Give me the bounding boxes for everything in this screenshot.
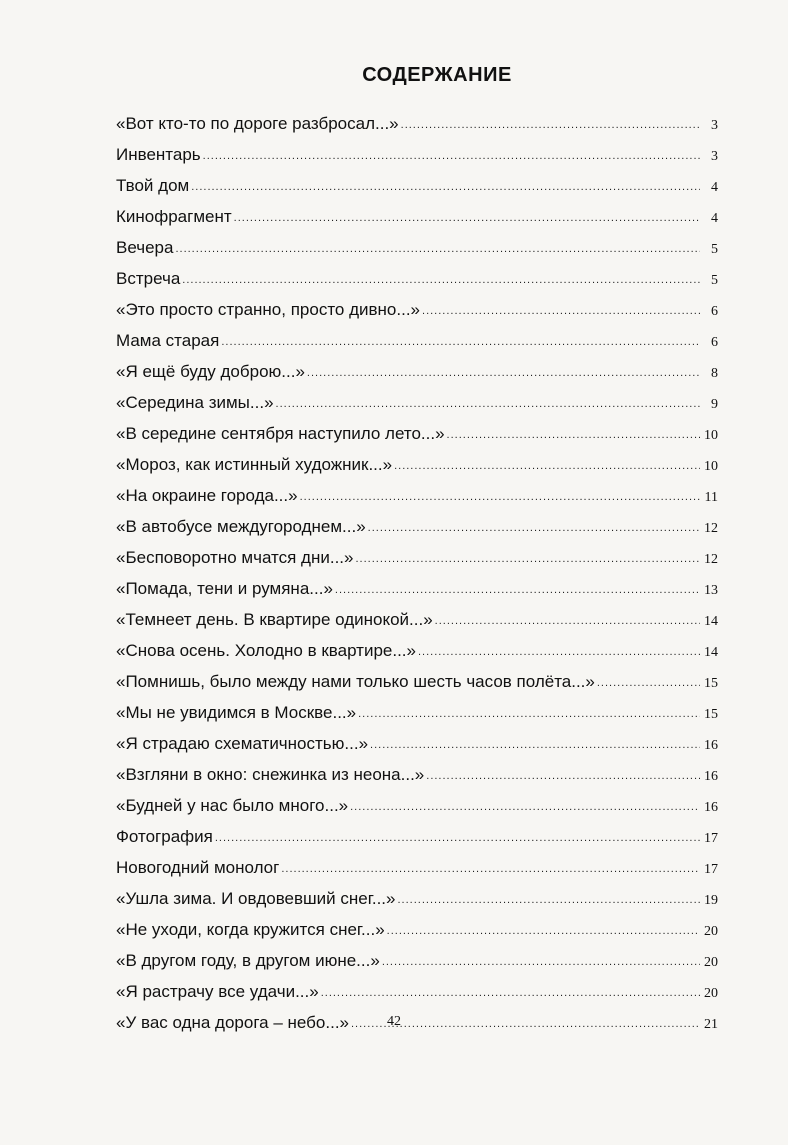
toc-entry-title: «На окраине города...» [116,486,298,505]
toc-entry-title: «Это просто странно, просто дивно...» [116,300,421,319]
toc-entry-page: 6 [711,335,718,350]
toc-entry-page: 10 [704,428,718,443]
toc-entry-title: «Снова осень. Холодно в квартире...» [116,641,416,660]
toc-entry-title: Новогодний монолог [116,858,280,877]
toc-entry [116,940,718,971]
dot-leader [370,737,700,754]
toc-entry-title: «Мы не увидимся в Москве...» [116,703,357,722]
dot-leader [368,520,700,537]
toc-entry [116,351,718,382]
toc-entry [116,103,718,134]
dot-leader [276,396,700,413]
dot-leader [234,210,700,227]
toc-entry-page: 11 [704,490,718,505]
toc-entry-title: «В другом году, в другом июне...» [116,951,380,970]
toc-entry [116,971,718,1002]
toc-entry-page: 15 [704,707,718,722]
dot-leader [358,706,700,723]
toc-entry-title: «Темнеет день. В квартире одинокой...» [116,610,433,629]
toc-entry-page: 12 [704,521,718,536]
toc-entry-page: 8 [711,366,718,381]
page-number: 42 [387,1014,401,1029]
toc-entry [116,382,718,413]
toc-entry-title: «Бесповоротно мчатся дни...» [116,548,354,567]
toc-entry [116,878,718,909]
toc-entry-page: 21 [704,1017,718,1032]
toc-entry [116,444,718,475]
dot-leader [215,830,700,847]
toc-entry-title: «Я растрачу все удачи...» [116,982,319,1001]
toc-entry [116,165,718,196]
dot-leader [182,272,700,289]
toc-entry [116,134,718,165]
toc-entry-page: 15 [704,676,718,691]
toc-entry [116,754,718,785]
toc-entry-page: 13 [704,583,718,598]
toc-entry-page: 20 [704,986,718,1001]
toc-entry-page: 5 [711,242,718,257]
toc-entry-page: 3 [711,149,718,164]
toc-entry-title: «Я страдаю схематичностью...» [116,734,369,753]
dot-leader [221,334,700,351]
dot-leader [426,768,700,785]
toc-entry-page: 14 [704,645,718,660]
toc-entry-page: 4 [711,211,718,226]
toc-entry-page: 16 [704,769,718,784]
toc-entry-title: Фотография [116,827,213,846]
toc-list [116,103,718,1033]
dot-leader [175,241,700,258]
toc-entry-title: «Помада, тени и румяна...» [116,579,333,598]
dot-leader [401,117,700,134]
toc-entry-title: «В середине сентября наступило лето...» [116,424,445,443]
toc-entry-page: 17 [704,831,718,846]
toc-entry-page: 14 [704,614,718,629]
toc-entry-page: 4 [711,180,718,195]
toc-entry [116,320,718,351]
toc-entry-title: Кинофрагмент [116,207,232,226]
toc-entry [116,475,718,506]
toc-entry-title: «Мороз, как истинный художник...» [116,455,393,474]
dot-leader [435,613,700,630]
page-title: СОДЕРЖАНИЕ [362,64,512,86]
dot-leader [300,489,700,506]
toc-entry [116,413,718,444]
toc-entry-title: «В автобусе междугороднем...» [116,517,366,536]
toc-entry-title: Вечера [116,238,174,257]
toc-entry [116,692,718,723]
toc-entry [116,816,718,847]
dot-leader [335,582,700,599]
toc-entry-page: 5 [711,273,718,288]
dot-leader [398,892,701,909]
toc-entry [116,258,718,289]
toc-entry [116,909,718,940]
toc-entry [116,599,718,630]
toc-entry [116,847,718,878]
toc-entry-page: 20 [704,955,718,970]
toc-entry [116,661,718,692]
dot-leader [307,365,700,382]
toc-entry-title: «У вас одна дорога – небо...» [116,1013,349,1032]
dot-leader [350,799,700,816]
toc-entry-title: «Не уходи, когда кружится снег...» [116,920,385,939]
toc-entry-title: «Ушла зима. И овдовевший снег...» [116,889,396,908]
dot-leader [281,861,700,878]
dot-leader [422,303,700,320]
toc-entry [116,289,718,320]
toc-entry-page: 3 [711,118,718,133]
toc-entry-title: «Взгляни в окно: снежинка из неона...» [116,765,425,784]
toc-entry-title: Мама старая [116,331,220,350]
toc-entry-page: 16 [704,738,718,753]
toc-entry-page: 20 [704,924,718,939]
dot-leader [191,179,700,196]
toc-entry-title: Твой дом [116,176,190,195]
toc-entry-page: 9 [711,397,718,412]
toc-entry-page: 12 [704,552,718,567]
dot-leader [447,427,700,444]
toc-entry-title: «Я ещё буду доброю...» [116,362,305,381]
dot-leader [382,954,700,971]
toc-page [116,64,718,1033]
toc-entry [116,723,718,754]
dot-leader [597,675,700,692]
toc-entry-page: 16 [704,800,718,815]
toc-entry [116,568,718,599]
toc-entry [116,785,718,816]
toc-entry-title: «Вот кто-то по дороге разбросал...» [116,114,399,133]
dot-leader [203,148,700,165]
dot-leader [394,458,700,475]
toc-entry-page: 17 [704,862,718,877]
toc-entry [116,537,718,568]
toc-entry [116,630,718,661]
toc-entry-page: 19 [704,893,718,908]
toc-entry-title: Инвентарь [116,145,201,164]
toc-entry-title: «Будней у нас было много...» [116,796,349,815]
toc-entry-title: «Середина зимы...» [116,393,274,412]
toc-entry-page: 10 [704,459,718,474]
toc-entry-page: 6 [711,304,718,319]
toc-entry-title: Встреча [116,269,181,288]
toc-entry [116,196,718,227]
dot-leader [418,644,700,661]
toc-entry [116,227,718,258]
toc-entry-title: «Помнишь, было между нами только шесть часов полёта...» [116,672,595,691]
dot-leader [356,551,701,568]
dot-leader [387,923,700,940]
toc-entry [116,506,718,537]
dot-leader [321,985,700,1002]
